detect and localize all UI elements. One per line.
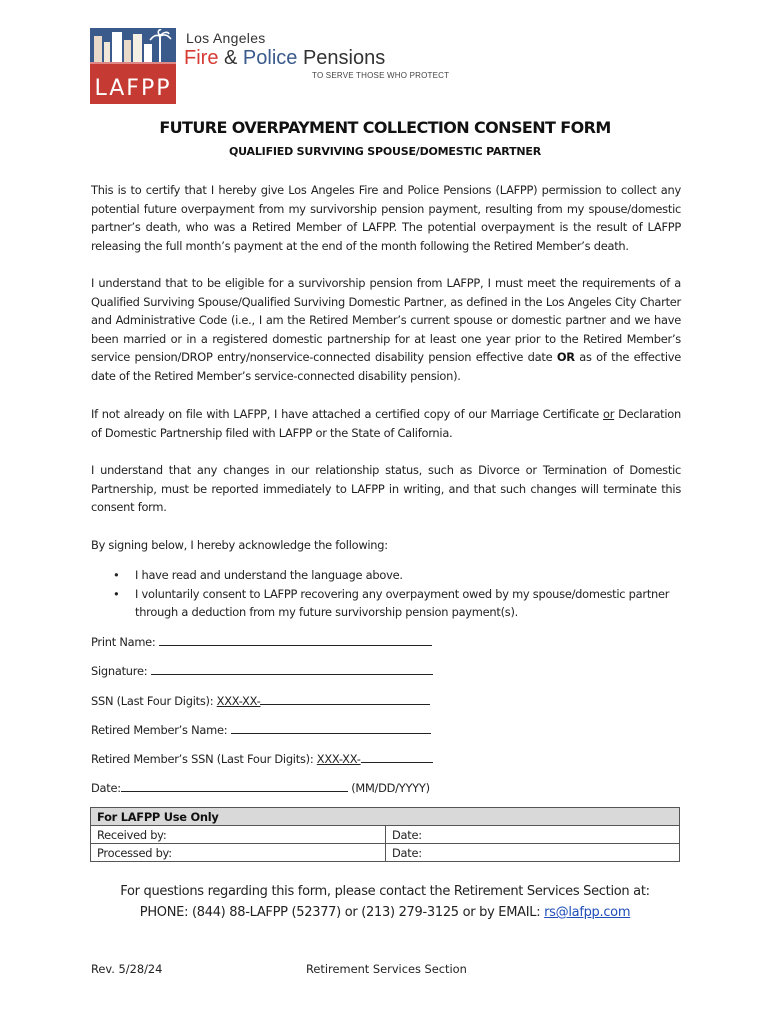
retired-ssn-field (91, 750, 433, 766)
retired-ssn-label: Retired Member’s SSN (Last Four Digits): (91, 752, 314, 766)
list-item-text: I voluntarily consent to LAFPP recovering any overpayment owed by my spouse/domestic partner through a deduction from my future survivorship pension payment(s). (135, 586, 670, 620)
date-label: Date: (91, 781, 121, 795)
paragraph-acknowledge: By signing below, I hereby acknowledge the following: (91, 538, 388, 552)
contact-line: For questions regarding this form, please contact the Retirement Services Section at: (120, 884, 650, 899)
ssn-field (91, 692, 430, 708)
list-item-text: I have read and understand the language above. (135, 568, 403, 582)
acknowledgement-list (91, 566, 681, 622)
date-format-hint: (MM/DD/YYYY) (351, 781, 430, 795)
date-field (91, 779, 430, 795)
retired-ssn-input[interactable] (361, 750, 433, 763)
brand-amp: & (224, 47, 238, 69)
ssn-prefix: XXX-XX- (216, 694, 261, 708)
brand-fire: Fire (184, 47, 219, 69)
contact-phone: PHONE: (844) 88-LAFPP (52377) or (213) 279-3125 or by EMAIL: (139, 905, 545, 920)
brand-name (184, 47, 385, 70)
retired-ssn-prefix: XXX-XX- (316, 752, 361, 766)
list-item (91, 585, 681, 622)
brand-police: Police (242, 47, 298, 69)
table-row (91, 826, 680, 844)
form-subtitle: QUALIFIED SURVIVING SPOUSE/DOMESTIC PARTNER (229, 145, 541, 158)
contact-email-link[interactable]: rs@lafpp.com (544, 905, 631, 920)
table-row (91, 844, 680, 862)
brand-tagline: TO SERVE THOSE WHO PROTECT (312, 71, 450, 80)
list-item (91, 566, 681, 585)
revision-date: Rev. 5/28/24 (91, 962, 163, 976)
retired-name-label: Retired Member’s Name: (91, 723, 228, 737)
date-input[interactable] (121, 779, 348, 792)
form-title: FUTURE OVERPAYMENT COLLECTION CONSENT FORM (159, 118, 611, 137)
brand-pensions: Pensions (302, 47, 386, 69)
bullet-icon: • (113, 586, 120, 601)
retired-name-input[interactable] (231, 721, 431, 734)
eligibility-text-end: as of the effective date of the Retired Member’s service-connected disability pension). (91, 350, 681, 383)
print-name-field (91, 633, 432, 649)
office-use-table (90, 807, 680, 862)
signature-input[interactable] (151, 662, 433, 675)
print-name-input[interactable] (159, 633, 432, 646)
processed-by-cell[interactable]: Processed by: (91, 844, 386, 862)
paragraph-status-changes: I understand that any changes in our relationship status, such as Divorce or Termination of Domestic Partnership, must be reported immediately to LAFPP in writing, and that such changes will terminate this consent form. (91, 463, 681, 515)
retired-name-field (91, 721, 431, 737)
print-name-label: Print Name: (91, 635, 156, 649)
table-row (91, 808, 680, 826)
ssn-label: SSN (Last Four Digits): (91, 694, 214, 708)
ssn-input[interactable] (260, 692, 430, 705)
processed-date-cell[interactable]: Date: (386, 844, 680, 862)
eligibility-text: I understand that to be eligible for a survivorship pension from LAFPP, I must meet the requirements of a Qualified Surviving Spouse/Qualified Surviving Domestic Partner, as defined in the Los Angeles City Charter and Administrative Code (i.e., I am the Retired Member’s current spouse or domestic partner and we have been married or in a registered domestic partnership for at least one year prior to the Retired Member’s service pension/DROP entry/nonservice-connected disability pension effective date (91, 276, 681, 365)
received-by-cell[interactable]: Received by: (91, 826, 386, 844)
signature-label: Signature: (91, 664, 148, 678)
eligibility-or: OR (556, 350, 575, 365)
attachments-or: or (603, 407, 615, 421)
logo-text: LAFPP (94, 76, 172, 101)
paragraph-certification: This is to certify that I hereby give Los Angeles Fire and Police Pensions (LAFPP) permission to collect any potential future overpayment from my survivorship pension payment, resulting from my spouse/domestic partner’s death, who was a Retired Member of LAFPP. The potential overpayment is the result of LAFPP releasing the full month’s payment at the end of the month following the Retired Member’s death. (91, 183, 681, 253)
office-use-header: For LAFPP Use Only (91, 808, 680, 826)
lafpp-logo (90, 28, 176, 104)
paragraph-attachments (91, 405, 681, 442)
received-date-cell[interactable]: Date: (386, 826, 680, 844)
attachments-text-end: Declaration of Domestic Partnership filed with LAFPP or the State of California. (91, 407, 681, 440)
footer-section: Retirement Services Section (306, 962, 467, 976)
brand-city: Los Angeles (186, 30, 266, 46)
paragraph-eligibility (91, 274, 681, 386)
bullet-icon: • (113, 568, 120, 582)
signature-field (91, 662, 433, 678)
contact-details (0, 905, 770, 920)
attachments-text: If not already on file with LAFPP, I have attached a certified copy of our Marriage Certificate (91, 407, 603, 421)
